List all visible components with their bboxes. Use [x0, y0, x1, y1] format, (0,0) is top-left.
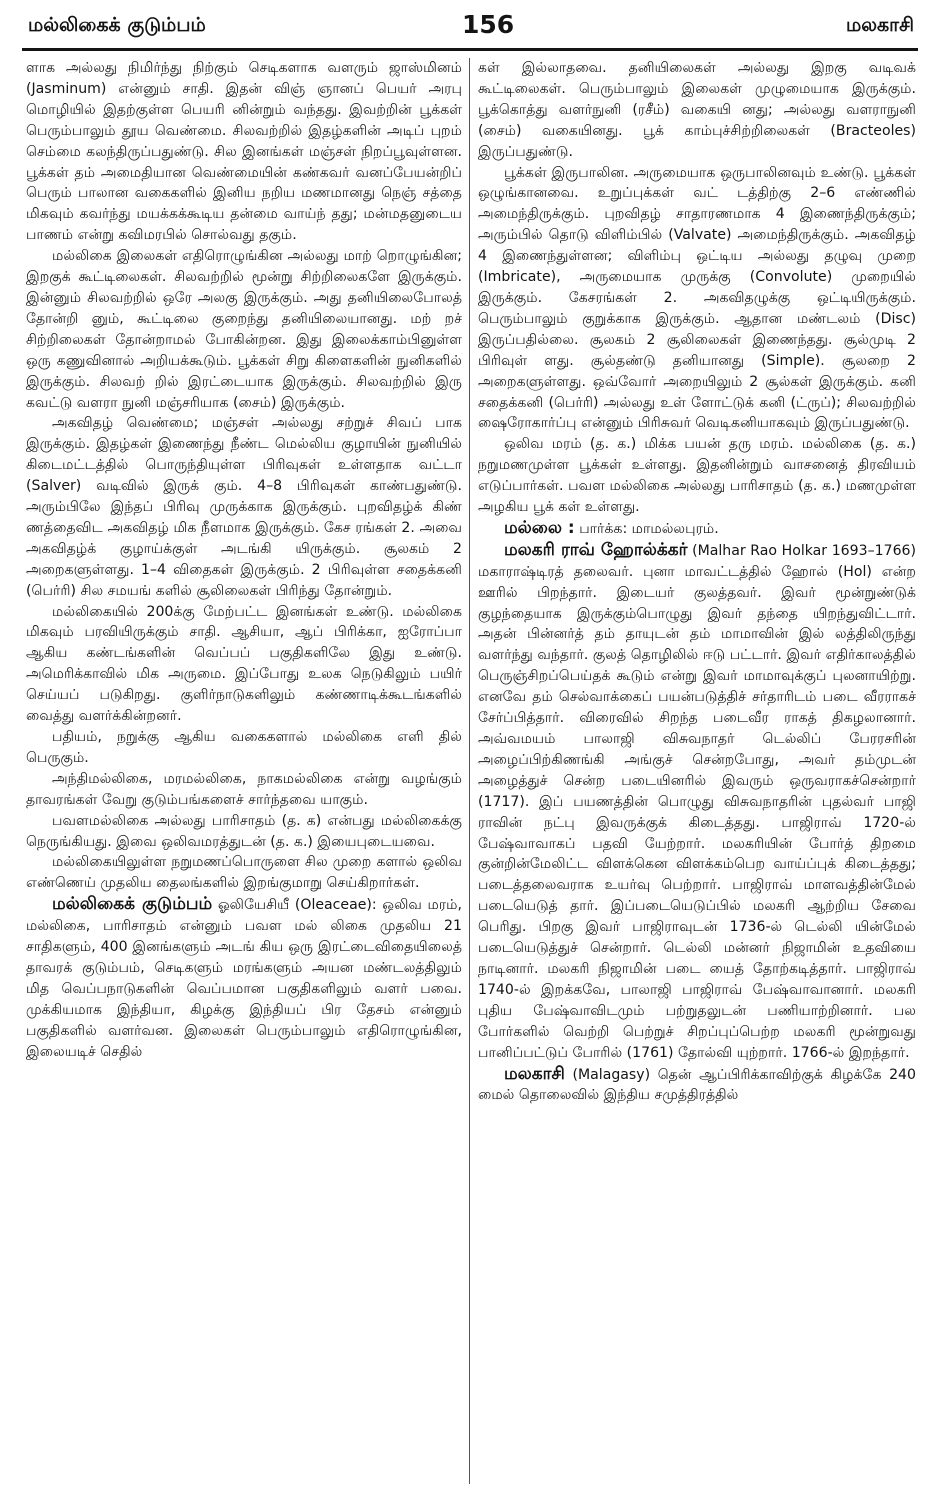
entry-paragraph [478, 540, 916, 1064]
entry-paragraph [26, 894, 462, 1062]
paragraph: கள் இல்லாதவை. தனியிலைகள் அல்லது இறகு வடிவக் கூட்டிலைகள். பெரும்பாலும் இலைகள் முழுமையாக இருக்கும். பூக்கொத்து வளர்நுனி (ரசீம்) வகையி னது; அல்லது வளராநுனி (சைம்) வகையினது. பூக் காம்புச்சிற்றிலைகள் (Bracteoles) இருப்பதுண்டு. [478, 60, 916, 160]
running-title-left: மல்லிகைக் குடும்பம் [28, 14, 206, 36]
paragraph: மல்லிகையிலுள்ள நறுமணப்பொருளை சில முறை களால் ஒலிவ எண்ணெய் முதலிய தைலங்களில் இறங்குமாறு செய்கிறார்கள். [26, 854, 462, 892]
paragraph: பூக்கள் இருபாலின. அருமையாக ஒருபாலினவும் உண்டு. பூக்கள் ஒழுங்கானவை. உறுப்புக்கள் வட் டத்திற்கு 2–6 எண்ணில் அமைந்திருக்கும். புறவிதழ் சாதாரணமாக 4 இணைந்திருக்கும்; அரும்பில் தொடு விளிம்பில் (Valvate) அமைந்திருக்கும். அகவிதழ் 4 இணைந்துள்ளன; விளிம்பு ஒட்டிய அல்லது தழுவு முறை (Imbricate), அருமையாக முருக்கு (Convolute) முறையில் இருக்கும். கேசரங்கள் 2. அகவிதழுக்கு ஒட்டியிருக்கும். பெரும்பாலும் குறுக்காக இருக்கும். ஆதான மண்டலம் (Disc) இருப்பதில்லை. சூலகம் 2 சூலிலைகள் இணைந்தது. சூல்முடி 2 பிரிவுள் ளது. சூல்தண்டு தனியானது (Simple). சூலறை 2 அறைகளுள்ளது. ஒவ்வோர் அறையிலும் 2 சூல்கள் இருக்கும். கனி சதைக்கனி (பெர்ரி) அல்லது உள் ளோட்டுக் கனி (ட்ருப்); சிலவற்றில் ஷைரோகார்ப்பு என்னும் பிரிசுவர் வெடிகனியாகவும் இருப்பதுண்டு. [478, 164, 916, 432]
paragraph: மல்லிகை இலைகள் எதிரொழுங்கின அல்லது மாற் றொழுங்கின; இறகுக் கூட்டிலைகள். சிலவற்றில் மூன்று சிற்றிலைகளே இருக்கும். இன்னும் சிலவற்றில் ஒரே அலகு இருக்கும். அது தனியிலைபோலத் தோன்றி னும், கூட்டிலை குறைந்து தனியிலையானது. மற் றச் சிற்றிலைகள் தோன்றாமல் போகின்றன. இது இலைக்காம்பினுள்ள ஒரு கணுவினால் அறியக்கூடும். பூக்கள் சிறு கிளைகளின் நுனிகளில் இருக்கும். சிலவற் றில் இரட்டையாக இருக்கும். சிலவற்றில் இரு கவட்டு வளரா நுனி மஞ்சரியாக (சைம்) இருக்கும். [26, 248, 462, 411]
right-column [478, 58, 916, 1486]
entry-paragraph [478, 518, 916, 540]
left-column [26, 58, 462, 1486]
running-title-right: மலகாசி [845, 14, 914, 36]
paragraph: மல்லிகையில் 200க்கு மேற்பட்ட இனங்கள் உண்டு. மல்லிகை மிகவும் பரவியிருக்கும் சாதி. ஆசியா, ஆப் பிரிக்கா, ஐரோப்பா ஆகிய கண்டங்களின் வெப்பப் பகுதிகளிலே இது உண்டு. அமெரிக்காவில் மிக அருமை. இப்போது உலக நெடுகிலும் பயிர் செய்யப் படுகிறது. குளிர்நாடுகளிலும் கண்ணாடிக்கூடங்களில் வைத்து வளர்க்கின்றனர். [26, 603, 462, 725]
paragraph: அகவிதழ் வெண்மை; மஞ்சள் அல்லது சற்றுச் சிவப் பாக இருக்கும். இதழ்கள் இணைந்து நீண்ட மெல்லிய குழாயின் நுனியில் கிடைமட்டத்தில் பொருந்தியுள்ள பிரிவுகள் உள்ளதாக வட்டா (Salver) வடிவில் இருக் கும். 4–8 பிரிவுகள் காண்பதுண்டு. அரும்பிலே இந்தப் பிரிவு முருக்காக இருக்கும். புறவிதழ்க் கிண் ணத்தைவிட அகவிதழ் மிக நீளமாக இருக்கும். கேச ரங்கள் 2. அவை அகவிதழ்க் குழாய்க்குள் அடங்கி யிருக்கும். சூலகம் 2 அறைகளுள்ளது. 1–4 விதைகள் இருக்கும். 2 பிரிவுள்ள சதைக்கனி (பெர்ரி) சில சமயங் களில் சூலிலைகள் பிரிந்து தோன்றும். [26, 415, 462, 599]
column-divider [469, 58, 470, 1484]
page-header [22, 8, 918, 51]
page-number: 156 [462, 10, 515, 39]
paragraph: ளாக அல்லது நிமிர்ந்து நிற்கும் செடிகளாக வளரும் ஜாஸ்மினம் (Jasminum) என்னும் சாதி. இதன் விஞ் ஞானப் பெயர் அரபு மொழியில் இதற்குள்ள பெயரி னின்றும் வந்தது. இவற்றின் பூக்கள் பெரும்பாலும் தூய வெண்மை. சிலவற்றில் இதழ்களின் அடிப் புறம் செம்மை கலந்திருப்பதுண்டு. சில இனங்கள் மஞ்சள் நிறப்பூவுள்ளன. பூக்கள் தம் அமைதியான வெண்மையின் கண்கவர் வனப்பேயன்றிப் பெரும் பாலான வகைகளில் இனிய நறிய மணமானது நெஞ் சத்தை மிகவும் கவர்ந்து மயக்கக்கூடிய தன்மை வாய்ந் தது; மன்மதனுடைய பாணம் என்று கவிமரபில் சொல்வது தகும். [26, 60, 462, 244]
entry-headword: மலகரி ராவ் ஹோல்க்கர் [504, 539, 688, 560]
entry-text: பார்க்க: மாமல்லபுரம். [574, 520, 719, 537]
entry-headword: மல்லை : [504, 517, 575, 538]
entry-text: (Malhar Rao Holkar 1693–1766) மகாராஷ்டிரத் தலைவர். புனா மாவட்டத்தில் ஹோல் (Hol) என்ற ஊரில் பிறந்தார். இடையர் குலத்தவர். இவர் மூன்றுண்டுக் குழந்தையாக இருக்கும்பொழுது இவர் தந்தை யிறந்துவிட்டார். அதன் பின்னர்த் தம் தாயுடன் தம் மாமாவின் இல் லத்திலிருந்து வளர்ந்து வந்தார். குலத் தொழிலில் ஈடு பட்டார். இவர் எதிர்காலத்தில் பெருஞ்சிறப்பெய்தக் கூடும் என்று இவர் மாமாவுக்குப் புலனாயிற்று. எனவே தம் செல்வாக்கைப் பயன்படுத்திச் சர்தாரிடம் படை வீரராகச் சேர்ப்பித்தார். விரைவில் சிறந்த படைவீர ராகத் திகழலானார். அவ்வமயம் பாலாஜி விசுவநாதர் டெல்லிப் பேரரசரின் அழைப்பிற்கிணங்கி அங்குச் சென்றபோது, அவர் தம்முடன் அழைத்துச் சென்ற படையினரில் இவரும் ஒருவராகச்சென்றார் (1717). இப் பயணத்தின் பொழுது விசுவநாதரின் புதல்வர் பாஜி ராவின் நட்பு இவருக்குக் கிடைத்தது. பாஜிராவ் 1720-ல் பேஷ்வாவாகப் பதவி யேற்றார். மலகரியின் போர்த் திறமை குன்றின்மேலிட்ட விளக்கென விளக்கம்பெற வாய்ப்புக் கிடைத்தது; படைத்தலைவராக உயர்வு பெற்றார். பாஜிராவ் மாளவத்தின்மேல் படையெடுத் தார். இப்படையெடுப்பில் மலகரி ஆற்றிய சேவை பெரிது. பிறகு இவர் பாஜிராவுடன் 1736-ல் டெல்லி யின்மேல் படையெடுத்துச் சென்றார். டெல்லி மன்னர் நிஜாமின் உதவியை நாடினார். மலகரி நிஜாமின் படை யைத் தோற்கடித்தார். பாஜிராவ் 1740-ல் இறக்கவே, பாலாஜி பாஜிராவ் பேஷ்வாவானார். மலகரி புதிய பேஷ்வாவிடமும் பற்றுதலுடன் பணியாற்றினார். பல போர்களில் வெற்றி பெற்றுச் சிறப்புப்பெற்ற மலகரி மூன்றுவது பானிப்பட்டுப் போரில் (1761) தோல்வி யுற்றார். 1766-ல் இறந்தார். [478, 542, 916, 1061]
paragraph: பதியம், நறுக்கு ஆகிய வகைகளால் மல்லிகை எளி தில் பெருகும். [26, 729, 462, 766]
entry-paragraph [478, 1064, 916, 1107]
entry-headword: மலகாசி [504, 1063, 565, 1084]
entry-text: ஓலியேசியீ (Oleaceae): ஒலிவ மரம், மல்லிகை, பாரிசாதம் என்னும் பவள மல் லிகை முதலிய 21 சாதிகளும், 400 இனங்களும் அடங் கிய ஒரு இரட்டைவிதையிலைத் தாவரக் குடும்பம், செடிகளும் மரங்களும் அயன மண்டலத்திலும் மித வெப்பநாடுகளின் வெப்பமான பகுதிகளிலும் வளர் பவை. முக்கியமாக இந்தியா, கிழக்கு இந்தியப் பிர தேசம் என்னும் பகுதிகளில் வளர்வன. இலைகள் பெரும்பாலும் எதிரொழுங்கின, இலையடிச் செதில் [26, 897, 462, 1060]
paragraph: பவளமல்லிகை அல்லது பாரிசாதம் (த. க) என்பது மல்லிகைக்கு நெருங்கியது. இவை ஒலிவமரத்துடன் (த. க.) இயைபுடையவை. [26, 812, 462, 850]
entry-text: (Malagasy) தென் ஆப்பிரிக்காவிற்குக் கிழக்கே 240 மைல் தொலைவில் இந்திய சமுத்திரத்தில் [478, 1066, 916, 1104]
entry-headword: மல்லிகைக் குடும்பம் [52, 894, 213, 915]
paragraph: அந்திமல்லிகை, மரமல்லிகை, நாகமல்லிகை என்று வழங்கும் தாவரங்கள் வேறு குடும்பங்களைச் சார்ந்தவை யாகும். [26, 770, 462, 808]
paragraph: ஒலிவ மரம் (த. க.) மிக்க பயன் தரு மரம். மல்லிகை (த. க.) நறுமணமுள்ள பூக்கள் உள்ளது. இதனின்றும் வாசனைத் திரவியம் எடுப்பார்கள். பவள மல்லிகை அல்லது பாரிசாதம் (த. க.) மணமுள்ள அழகிய பூக் கள் உள்ளது. [478, 436, 916, 516]
